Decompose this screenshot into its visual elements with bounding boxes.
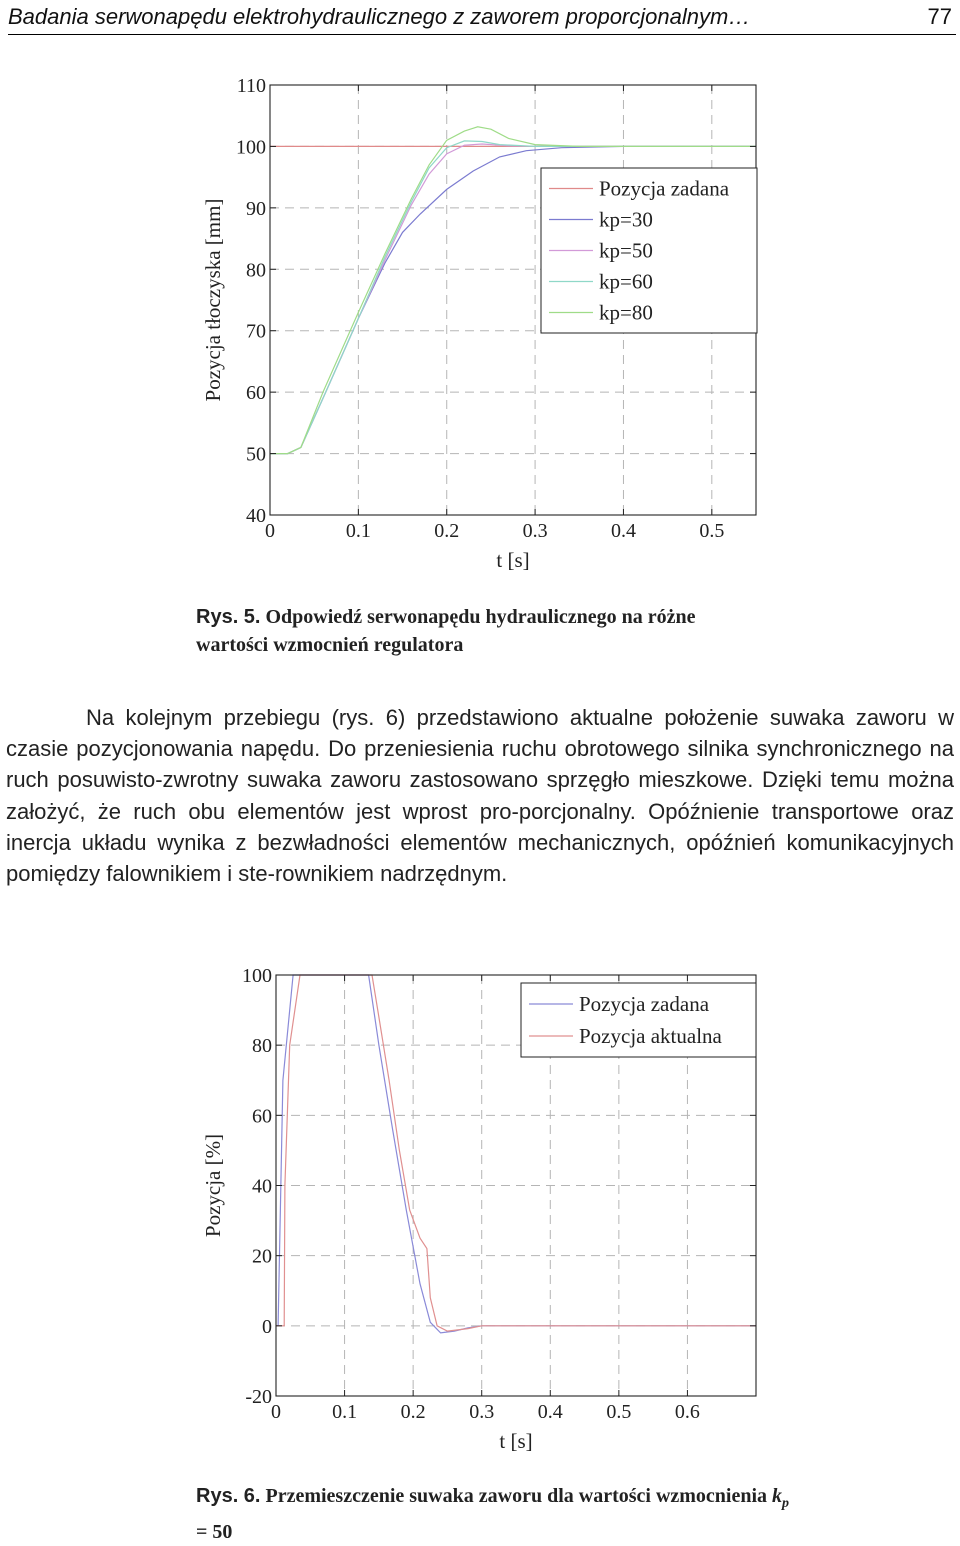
x-axis-label: t [s] bbox=[499, 1429, 533, 1453]
figure-6-caption bbox=[196, 1482, 796, 1546]
figure-6-caption-number: Rys. 6. bbox=[196, 1485, 261, 1507]
x-tick-label: 0 bbox=[271, 1401, 281, 1423]
legend-label: kp=80 bbox=[599, 300, 653, 325]
paragraph-text: Na kolejnym przebiegu (rys. 6) przedstawiono aktualne położenie suwaka zaworu w czasie pozycjonowania napędu. Do przeniesienia ruchu obrotowego silnika synchronicznego na ruch posuwisto-zwrotny suwaka zaworu zastosowano sprzęgło mieszkowe. Dzięki temu można założyć, że ruch obu elementów jest wprost pro-porcjonalny. Opóźnienie transportowe oraz inercja układu wynika z bezwładności elementów mechanicznych, opóźnień komunikacyjnych pomiędzy falownikiem i ste-rownikiem nadrzędnym. bbox=[6, 705, 954, 887]
figure-5-caption-text: Odpowiedź serwonapędu hydraulicznego na różne wartości wzmocnień regulatora bbox=[196, 606, 696, 656]
y-tick-label: 60 bbox=[252, 1105, 272, 1128]
x-tick-label: 0.2 bbox=[400, 1401, 426, 1423]
y-tick-label: 20 bbox=[252, 1245, 272, 1268]
legend-label: Pozycja aktualna bbox=[579, 1024, 722, 1048]
legend-label: kp=50 bbox=[599, 238, 653, 263]
x-axis-label: t [s] bbox=[496, 548, 530, 572]
y-tick-label: 110 bbox=[236, 75, 266, 97]
figure-5-chart bbox=[180, 62, 780, 582]
figure-6-caption-k: k bbox=[772, 1485, 783, 1507]
y-tick-label: 90 bbox=[246, 197, 266, 220]
y-tick-label: 40 bbox=[252, 1175, 272, 1198]
figure-5-caption bbox=[196, 603, 766, 659]
legend-label: Pozycja zadana bbox=[599, 176, 730, 201]
x-tick-label: 0.5 bbox=[606, 1401, 632, 1423]
figure-6-caption-tail: = 50 bbox=[196, 1521, 233, 1543]
x-tick-label: 0.5 bbox=[699, 520, 725, 542]
page-header bbox=[8, 0, 956, 35]
x-tick-label: 0.1 bbox=[345, 520, 371, 542]
x-tick-label: 0.1 bbox=[332, 1401, 358, 1423]
page-number: 77 bbox=[927, 4, 952, 29]
y-tick-label: 100 bbox=[242, 965, 272, 987]
x-tick-label: 0.4 bbox=[537, 1401, 563, 1423]
x-tick-label: 0.4 bbox=[610, 520, 636, 542]
y-axis-label: Pozycja [%] bbox=[201, 1133, 225, 1238]
y-tick-label: 50 bbox=[246, 443, 266, 466]
y-tick-label: 40 bbox=[246, 505, 266, 527]
legend-label: Pozycja zadana bbox=[579, 992, 710, 1016]
y-tick-label: 80 bbox=[246, 259, 266, 282]
x-tick-label: 0.3 bbox=[522, 520, 548, 542]
legend-label: kp=60 bbox=[599, 269, 653, 294]
figure-5-caption-number: Rys. 5. bbox=[196, 606, 261, 628]
legend-label: kp=30 bbox=[599, 207, 653, 232]
body-paragraph bbox=[6, 702, 954, 889]
y-tick-label: 60 bbox=[246, 382, 266, 405]
y-tick-label: 100 bbox=[236, 136, 266, 159]
y-tick-label: 0 bbox=[262, 1315, 272, 1338]
x-tick-label: 0 bbox=[265, 520, 275, 542]
figure-6-caption-text: Przemieszczenie suwaka zaworu dla wartości wzmocnienia bbox=[265, 1485, 768, 1507]
x-tick-label: 0.6 bbox=[674, 1401, 700, 1423]
y-axis-label: Pozycja tłoczyska [mm] bbox=[201, 198, 225, 402]
running-title: Badania serwonapędu elektrohydraulicznego z zaworem proporcjonalnym… bbox=[8, 4, 751, 29]
y-tick-label: 70 bbox=[246, 320, 266, 343]
x-tick-label: 0.2 bbox=[434, 520, 460, 542]
x-tick-label: 0.3 bbox=[469, 1401, 495, 1423]
y-tick-label: 80 bbox=[252, 1035, 272, 1058]
figure-6-chart bbox=[180, 955, 780, 1465]
y-tick-label: -20 bbox=[245, 1386, 272, 1408]
figure-6-caption-sub: p bbox=[782, 1496, 790, 1511]
